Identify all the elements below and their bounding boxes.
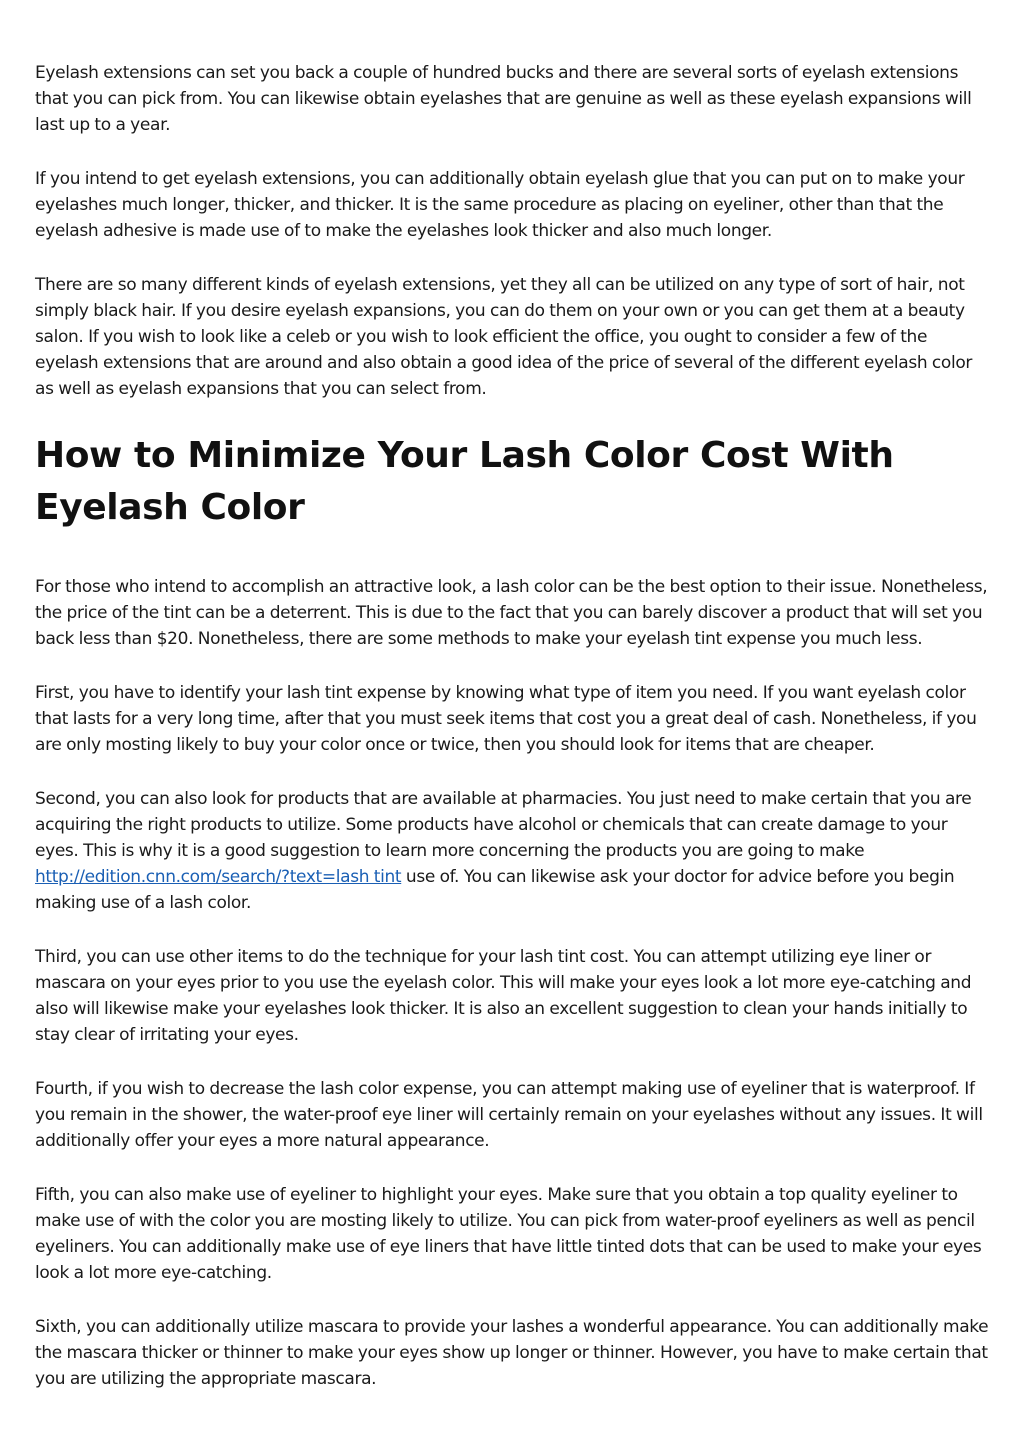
body-paragraph-7: Sixth, you can additionally utilize mascara to provide your lashes a wonderful appearance. You can additionally make the mascara thicker or thinner to make your eyes show up longer or thinner. However, you have to make certain that you are utilizing the appropriate mascara. xyxy=(35,1317,989,1389)
body-paragraph-3-text-after: use of. You can likewise ask your doctor for advice before you begin making use of a lash color. xyxy=(35,867,955,913)
body-paragraph-1: For those who intend to accomplish an attractive look, a lash color can be the best option to their issue. Nonetheless, the price of the tint can be a deterrent. This is due to the fact that you can barely discover a product that will set you back less than $20. Nonetheless, there are some methods to make your eyelash tint expense you much less. xyxy=(35,577,988,649)
cnn-search-link[interactable]: http://edition.cnn.com/search/?text=lash tint xyxy=(35,867,402,887)
body-paragraph-4: Third, you can use other items to do the technique for your lash tint cost. You can attempt utilizing eye liner or mascara on your eyes prior to you use the eyelash color. This will make your eyes look a lot more eye-catching and also will likewise make your eyelashes look thicker. It is also an excellent suggestion to clean your hands initially to stay clear of irritating your eyes. xyxy=(35,947,972,1045)
body-paragraph-5: Fourth, if you wish to decrease the lash color expense, you can attempt making use of eyeliner that is waterproof. If you remain in the shower, the water-proof eye liner will certainly remain on your eyelashes without any issues. It will additionally offer your eyes a more natural appearance. xyxy=(35,1079,983,1151)
intro-paragraph-2: If you intend to get eyelash extensions, you can additionally obtain eyelash glue that you can put on to make your eyelashes much longer, thicker, and thicker. It is the same procedure as placing on eyeliner, other than that the eyelash adhesive is made use of to make the eyelashes look thicker and also much longer. xyxy=(35,169,965,241)
intro-paragraph-1: Eyelash extensions can set you back a couple of hundred bucks and there are several sorts of eyelash extensions that you can pick from. You can likewise obtain eyelashes that are genuine as well as these eyelash expansions will last up to a year. xyxy=(35,63,972,135)
document-page xyxy=(35,60,993,1420)
body-paragraph-3 xyxy=(35,786,993,916)
intro-paragraph-3: There are so many different kinds of eyelash extensions, yet they all can be utilized on any type of sort of hair, not simply black hair. If you desire eyelash expansions, you can do them on your own or you can get them at a beauty salon. If you wish to look like a celeb or you wish to look efficient the office, you ought to consider a few of the eyelash extensions that are around and also obtain a good idea of the price of several of the different eyelash color as well as eyelash expansions that you can select from. xyxy=(35,275,973,399)
body-paragraph-3-text-before: Second, you can also look for products that are available at pharmacies. You just need to make certain that you are acquiring the right products to utilize. Some products have alcohol or chemicals that can create damage to your eyes. This is why it is a good suggestion to learn more concerning the products you are going to make xyxy=(35,789,972,861)
section-heading: How to Minimize Your Lash Color Cost With Eyelash Color xyxy=(35,435,894,528)
body-paragraph-6: Fifth, you can also make use of eyeliner to highlight your eyes. Make sure that you obtain a top quality eyeliner to make use of with the color you are mosting likely to utilize. You can pick from water-proof eyeliners as well as pencil eyeliners. You can additionally make use of eye liners that have little tinted dots that can be used to make your eyes look a lot more eye-catching. xyxy=(35,1185,982,1283)
body-paragraph-2: First, you have to identify your lash tint expense by knowing what type of item you need. If you want eyelash color that lasts for a very long time, after that you must seek items that cost you a great deal of cash. Nonetheless, if you are only mosting likely to buy your color once or twice, then you should look for items that are cheaper. xyxy=(35,683,977,755)
